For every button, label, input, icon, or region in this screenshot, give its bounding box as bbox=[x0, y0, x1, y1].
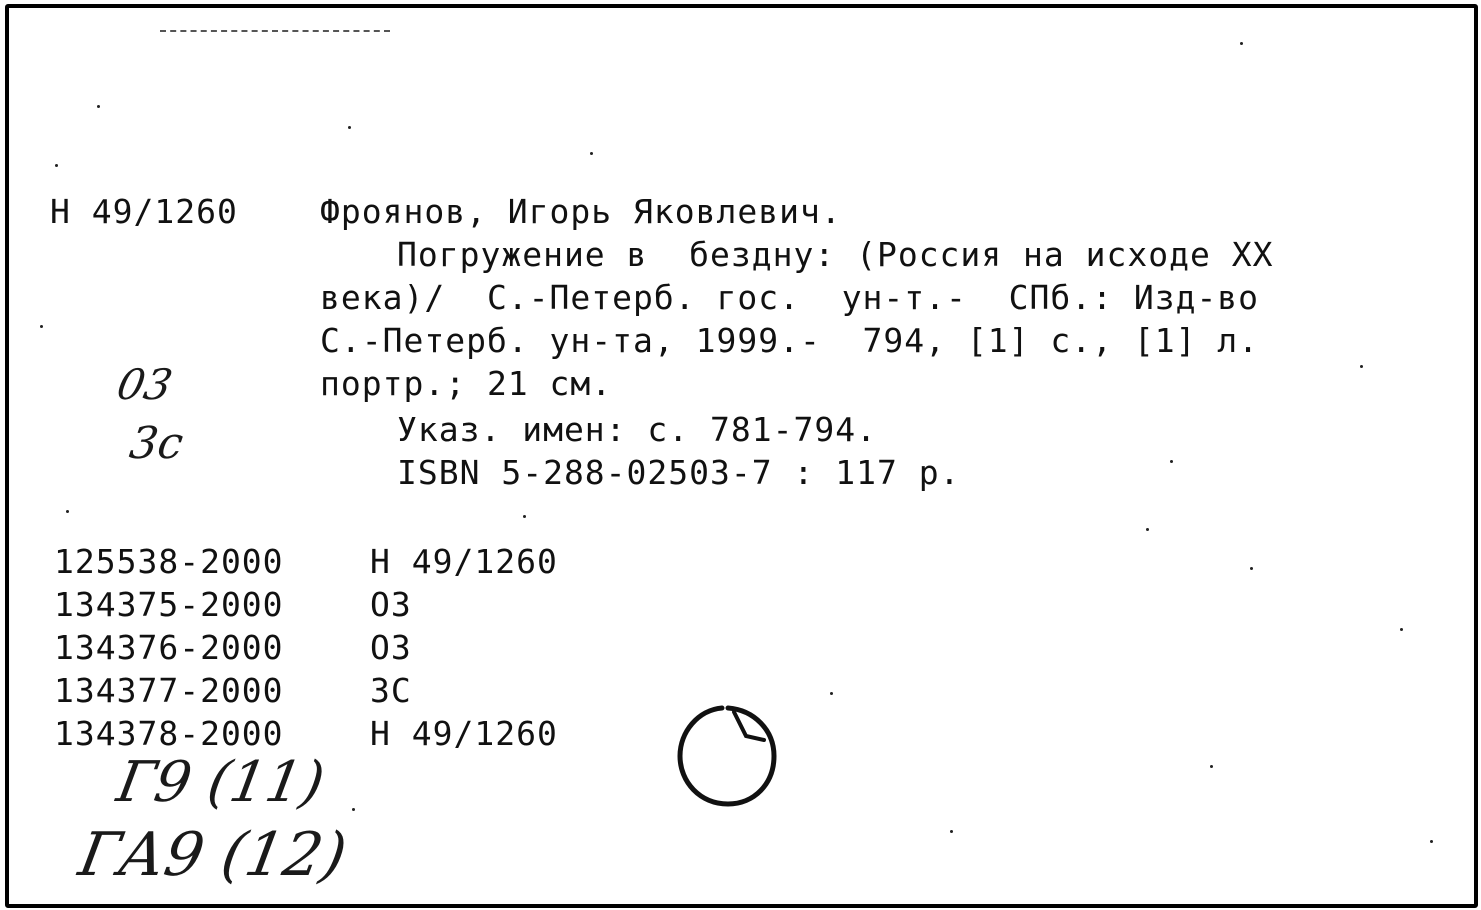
title-line-1: Погружение в бездну: (Россия на исходе XX bbox=[397, 235, 1274, 274]
title-line-2: века)/ С.-Петерб. гос. ун-т.- СПб.: Изд-во bbox=[320, 278, 1260, 317]
circle-stamp-icon bbox=[672, 700, 784, 812]
title-line-3: С.-Петерб. ун-та, 1999.- 794, [1] с., [1] л. bbox=[320, 321, 1260, 360]
isbn-price: ISBN 5-288-02503-7 : 117 р. bbox=[397, 453, 961, 492]
title-line-4: портр.; 21 см. bbox=[320, 364, 613, 403]
scan-speck bbox=[348, 126, 351, 129]
holding-location: ОЗ bbox=[370, 628, 412, 667]
handwritten-mark-g9: Г9 (11) bbox=[112, 750, 330, 815]
holding-inventory: 134378-2000 bbox=[54, 714, 284, 753]
author-heading: Фроянов, Игорь Яковлевич. bbox=[320, 192, 842, 231]
holding-location: Н 49/1260 bbox=[370, 714, 558, 753]
scan-speck bbox=[1430, 840, 1433, 843]
scan-speck bbox=[352, 808, 355, 811]
scan-noise-dashes bbox=[160, 30, 390, 34]
scan-speck bbox=[40, 325, 43, 328]
scan-speck bbox=[950, 830, 953, 833]
scan-speck bbox=[55, 164, 58, 167]
scan-speck bbox=[1360, 365, 1363, 368]
scan-speck bbox=[1250, 567, 1253, 570]
scan-speck bbox=[66, 510, 69, 513]
holding-inventory: 134375-2000 bbox=[54, 585, 284, 624]
holding-location: ЗС bbox=[370, 671, 412, 710]
holding-location: ОЗ bbox=[370, 585, 412, 624]
scan-speck bbox=[590, 152, 593, 155]
scan-speck bbox=[523, 515, 526, 518]
scan-speck bbox=[1400, 628, 1403, 631]
holding-inventory: 134377-2000 bbox=[54, 671, 284, 710]
scan-speck bbox=[1240, 42, 1243, 45]
scan-speck bbox=[1146, 528, 1149, 531]
scan-speck bbox=[830, 692, 833, 695]
scan-speck bbox=[97, 105, 100, 108]
index-note: Указ. имен: с. 781-794. bbox=[397, 410, 877, 449]
handwritten-mark-03: 03 bbox=[112, 360, 177, 409]
handwritten-mark-ga9: ГА9 (12) bbox=[73, 820, 352, 890]
handwritten-mark-3c: 3c bbox=[126, 418, 187, 469]
holding-location: Н 49/1260 bbox=[370, 542, 558, 581]
holding-inventory: 125538-2000 bbox=[54, 542, 284, 581]
scan-speck bbox=[1210, 765, 1213, 768]
scan-speck bbox=[1170, 460, 1173, 463]
holding-inventory: 134376-2000 bbox=[54, 628, 284, 667]
call-number: Н 49/1260 bbox=[50, 192, 238, 231]
